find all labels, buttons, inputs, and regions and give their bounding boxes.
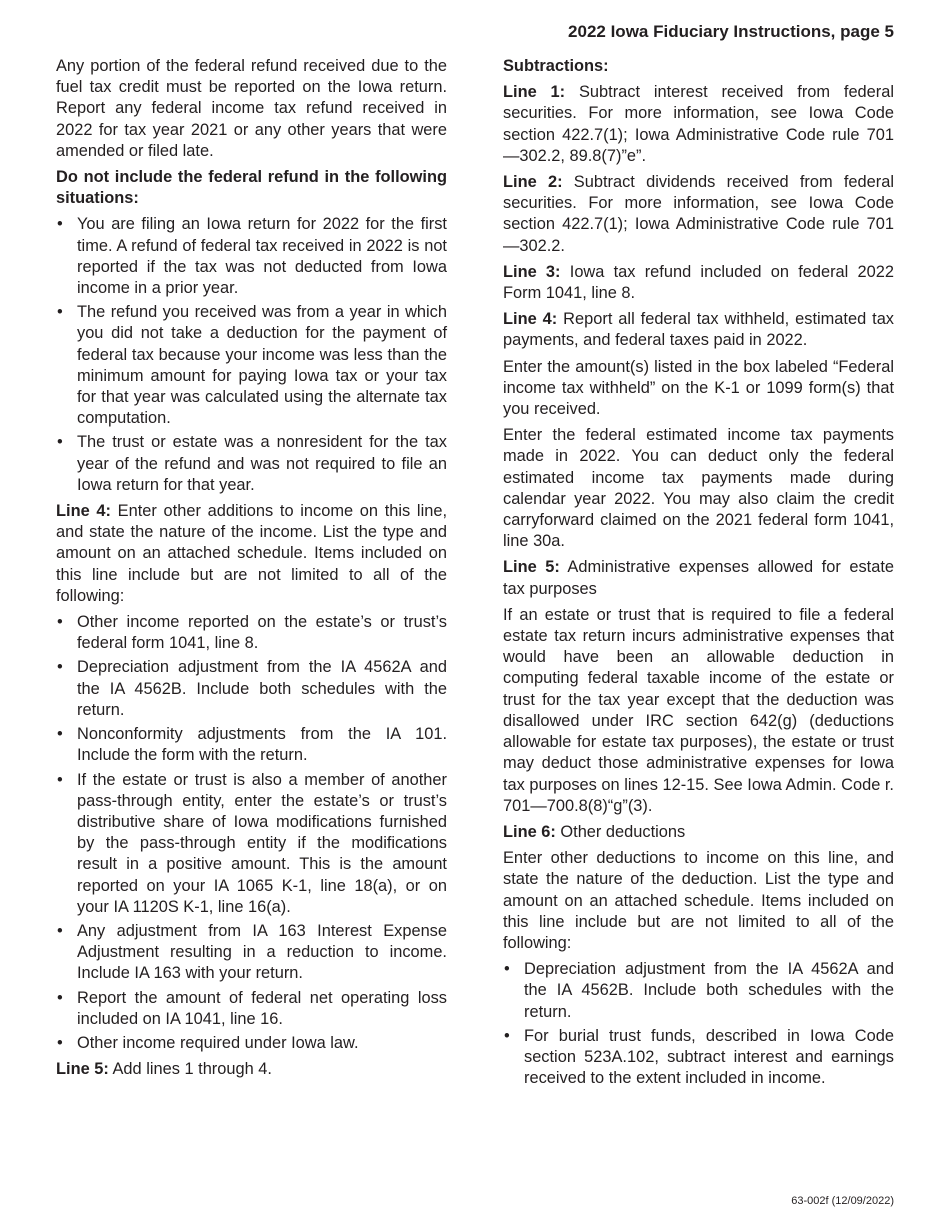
left-column (56, 56, 447, 1085)
line2-paragraph: Line 2: Subtract dividends received from federal securities. For more information, see Iowa Code section 422.7(1); Iowa Administrative Code rule 701—302.2. (503, 173, 894, 255)
right-column (503, 56, 894, 1094)
form-code: 63-002f (12/09/2022) (791, 1195, 894, 1207)
page-header: 2022 Iowa Fiduciary Instructions, page 5 (568, 22, 894, 41)
exclusion-list (56, 214, 447, 496)
line6-detail-paragraph: Enter other deductions to income on this line, and state the nature of the deduction. List the type and amount on an attached schedule. Items included on this line include but are not limited to all of the following: (503, 849, 894, 952)
list-item: • Any adjustment from IA 163 Interest Expense Adjustment resulting in a reduction to income. Include IA 163 with your return. (56, 921, 447, 985)
line5-total-paragraph: Line 5: Add lines 1 through 4. (56, 1060, 272, 1079)
additions-list (56, 612, 447, 1054)
list-item: • For burial trust funds, described in Iowa Code section 523A.102, subtract interest and earnings received to the extent included in income. (503, 1026, 894, 1090)
list-item: • The trust or estate was a nonresident for the tax year of the refund and was not required to file an Iowa return for that year. (56, 432, 447, 496)
line3-paragraph: Line 3: Iowa tax refund included on federal 2022 Form 1041, line 8. (503, 262, 895, 303)
deductions-list (503, 959, 894, 1089)
line1-paragraph: Line 1: Subtract interest received from federal securities. For more information, see Iowa Code section 422.7(1); Iowa Administrative Code rule 701—302.2, 89.8(7)”e”. (503, 83, 895, 165)
list-item: • Nonconformity adjustments from the IA 101. Include the form with the return. (56, 724, 447, 766)
line4-paragraph: Line 4: Report all federal tax withheld, estimated tax payments, and federal taxes paid in 2022. (503, 310, 895, 350)
line4-estimated-paragraph: Enter the federal estimated income tax payments made in 2022. You can deduct only the federal estimated income tax payments made during calendar year 2022. You may also claim the credit carryforward claimed on the 2021 federal form 1041, line 30a. (503, 426, 894, 551)
list-item: • Report the amount of federal net operating loss included on IA 1041, line 16. (56, 988, 447, 1030)
list-item: • Depreciation adjustment from the IA 4562A and the IA 4562B. Include both schedules with the return. (503, 959, 894, 1023)
line4-withheld-paragraph: Enter the amount(s) listed in the box labeled “Federal income tax withheld” on the K-1 or 1099 form(s) that you received. (503, 357, 894, 419)
line5-paragraph: Line 5: Administrative expenses allowed for estate tax purposes (503, 558, 894, 598)
list-item: • The refund you received was from a year in which you did not take a deduction for the payment of federal tax because your income was less than the minimum amount for paying Iowa tax or your tax for that year was calculated using the alternate tax computation. (56, 302, 447, 429)
list-item: • Depreciation adjustment from the IA 4562A and the IA 4562B. Include both schedules with the return. (56, 657, 447, 721)
list-item: • Other income required under Iowa law. (56, 1033, 447, 1054)
line5-detail-paragraph: If an estate or trust that is required to file a federal estate tax return incurs administrative expenses that would have been an allowable deduction in computing federal taxable income of the estate or trust for the tax year except that the deduction was disallowed under IRC section 642(g) (deductions allowable for estate tax purposes), the estate or trust may deduct those administrative expenses for Iowa tax purposes on lines 12-15. See Iowa Admin. Code r. 701—700.8(8)“g”(3). (503, 605, 894, 815)
line6-paragraph: Line 6: Other deductions (503, 822, 686, 841)
line4-additions-paragraph: Line 4: Enter other additions to income on this line, and state the nature of the income. List the type and amount on an attached schedule. Items included on this line include but are not limited to all of the following: (56, 502, 447, 605)
fuel-tax-refund-paragraph: Any portion of the federal refund received due to the fuel tax credit must be reported on the Iowa return. Report any federal income tax refund received in 2022 for tax year 2021 or any other years that were amended or filed late. (56, 57, 447, 160)
exclusion-heading: Do not include the federal refund in the following situations: (56, 168, 447, 208)
list-item: • Other income reported on the estate’s or trust’s federal form 1041, line 8. (56, 612, 447, 654)
subtractions-heading: Subtractions: (503, 57, 609, 75)
list-item: • You are filing an Iowa return for 2022 for the first time. A refund of federal tax received in 2022 is not reported if the tax was not deducted from Iowa income in a prior year. (56, 214, 447, 299)
list-item: • If the estate or trust is also a member of another pass-through entity, enter the estate’s or trust’s distributive share of Iowa modifications furnished by the pass-through entity if the modifications result in a positive amount. This is the amount reported on your IA 1065 K-1, line 18(a), or on your IA 1120S K-1, line 16(a). (56, 770, 447, 918)
